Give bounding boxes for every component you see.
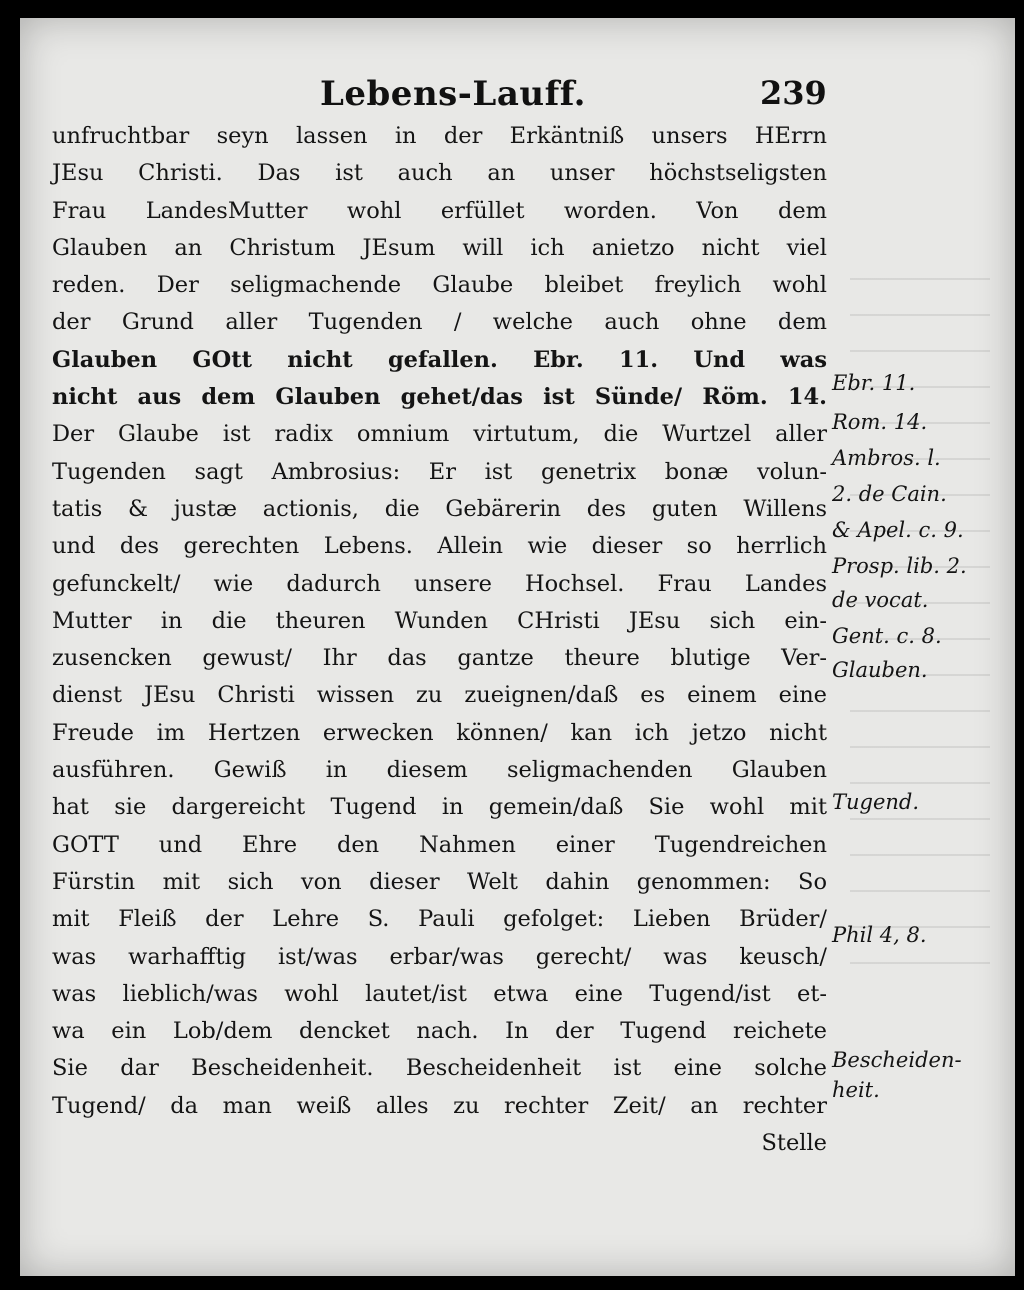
text-line: tatis & justæ actionis, die Gebärerin des guten Willens	[52, 495, 827, 522]
text-line: was warhafftig ist/was erbar/was gerecht/ was keusch/	[52, 943, 827, 970]
text-line: Glauben GOtt nicht gefallen. Ebr. 11. Und was	[52, 346, 827, 373]
margin-note: Bescheiden-	[832, 1048, 962, 1072]
text-line: GOTT und Ehre den Nahmen einer Tugendreichen	[52, 831, 827, 858]
text-line: und des gerechten Lebens. Allein wie dieser so herrlich	[52, 533, 827, 560]
text-line: reden. Der seligmachende Glaube bleibet freylich wohl	[52, 272, 827, 299]
text-line: Tugend/ da man weiß alles zu rechter Zeit/ an rechter	[52, 1092, 827, 1119]
margin-note: & Apel. c. 9.	[832, 518, 964, 542]
text-line: Mutter in die theuren Wunden CHristi JEsu sich ein-	[52, 607, 827, 634]
margin-note: de vocat.	[832, 588, 929, 612]
page-number: 239	[760, 74, 827, 112]
text-line: Sie dar Bescheidenheit. Bescheidenheit ist eine solche	[52, 1055, 827, 1082]
text-line: Glauben an Christum JEsum will ich anietzo nicht viel	[52, 234, 827, 261]
text-line: Freude im Hertzen erwecken können/ kan ich jetzo nicht	[52, 719, 827, 746]
margin-note: Prosp. lib. 2.	[832, 554, 967, 578]
text-line: mit Fleiß der Lehre S. Pauli gefolget: Lieben Brüder/	[52, 906, 827, 933]
text-line: gefunckelt/ wie dadurch unsere Hochsel. Frau Landes	[52, 570, 827, 597]
text-line: was lieblich/was wohl lautet/ist etwa eine Tugend/ist et-	[52, 980, 827, 1007]
text-line: Tugenden sagt Ambrosius: Er ist genetrix bonæ volun-	[52, 458, 827, 485]
text-line: Fürstin mit sich von dieser Welt dahin genommen: So	[52, 868, 827, 895]
page-header	[20, 66, 1015, 118]
text-line: zusencken gewust/ Ihr das gantze theure blutige Ver-	[52, 645, 827, 672]
text-line: ausführen. Gewiß in diesem seligmachenden Glauben	[52, 757, 827, 784]
margin-note: Tugend.	[832, 790, 920, 814]
margin-note: Rom. 14.	[832, 410, 928, 434]
catchword: Stelle	[761, 1130, 827, 1157]
text-line: nicht aus dem Glauben gehet/das ist Sünde/ Röm. 14.	[52, 384, 827, 411]
text-line: der Grund aller Tugenden / welche auch ohne dem	[52, 309, 827, 336]
margin-note: Gent. c. 8.	[832, 624, 942, 648]
margin-note: Ambros. l.	[832, 446, 941, 470]
main-text-block	[52, 118, 827, 1162]
text-line: dienst JEsu Christi wissen zu zueignen/daß es einem eine	[52, 682, 827, 709]
margin-note: Phil 4, 8.	[832, 923, 927, 947]
margin-note: Ebr. 11.	[832, 371, 916, 395]
book-page	[20, 18, 1015, 1276]
running-title: Lebens-Lauff.	[320, 74, 586, 114]
text-line: Frau LandesMutter wohl erfüllet worden. Von dem	[52, 197, 827, 224]
text-line: hat sie dargereicht Tugend in gemein/daß Sie wohl mit	[52, 794, 827, 821]
text-line: Der Glaube ist radix omnium virtutum, die Wurtzel aller	[52, 421, 827, 448]
text-line: unfruchtbar seyn lassen in der Erkäntniß unsers HErrn	[52, 123, 827, 149]
margin-note: Glauben.	[832, 658, 928, 682]
text-line: JEsu Christi. Das ist auch an unser höchstseligsten	[52, 160, 827, 187]
margin-note: 2. de Cain.	[832, 482, 947, 506]
margin-note: heit.	[832, 1078, 880, 1102]
text-line: wa ein Lob/dem dencket nach. In der Tugend reichete	[52, 1018, 827, 1045]
